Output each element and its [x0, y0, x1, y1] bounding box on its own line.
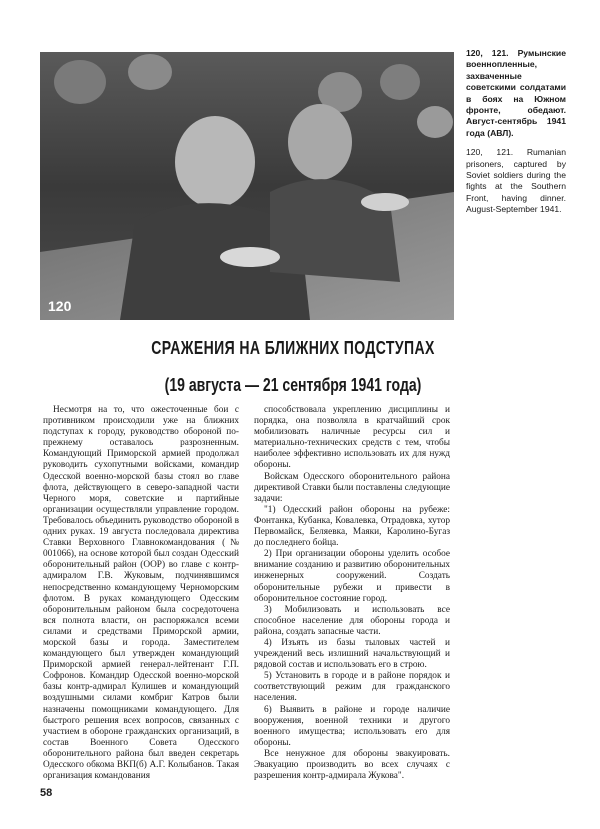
text-column-right	[254, 405, 450, 782]
paragraph: 5) Установить в городе и в районе порядок и соответствующий режим для гражданского населения.	[254, 671, 450, 704]
text-column-left	[43, 405, 239, 782]
paragraph: Войскам Одесского оборонительного района директивой Ставки были поставлены следующие задачи:	[254, 471, 450, 504]
page-number: 58	[40, 787, 53, 799]
prisoners-photo	[40, 52, 454, 320]
paragraph: 2) При организации обороны уделить особое внимание созданию и развитию оборонительных инженерных сооружений. Создать оборонительные рубежи и привести в оборонительное состояние город.	[254, 549, 450, 604]
photo-caption	[466, 48, 566, 216]
chapter-title-main: СРАЖЕНИЯ НА БЛИЖНИХ ПОДСТУПАХ	[151, 338, 435, 358]
chapter-title-dates: (19 августа — 21 сентября 1941 года)	[164, 375, 422, 395]
paragraph: Несмотря на то, что ожесточенные бои с противником происходили уже на ближних подступах к городу, руководство обороной по-прежнему оставалось разрозненным. Командующий Приморской армией продолжал руководить сухопутными войсками, командир Одесской военно-морской базы стоял во главе флота, действующего в северо-западной части Черного моря, советские и партийные организации осуществляли управление городом. Требовалось объединить руководство обороной в одних руках. 19 августа последовала директива Ставки Верховного Главнокомандования (№ 001066), на основе которой был создан Одесский оборонительный район (ООР) во главе с контр-адмиралом Г.В. Жуковым, подчинявшимся непосредственно командующему Черноморским флотом. В руках командующего Одесским оборонительным районом была сосредоточена вся полнота власти, он распоряжался всеми силами и средствами Приморской армии, морской базы и города. Заместителем командующего был утвержден командующий Приморской армией генерал-лейтенант Г.П. Софронов. Командир Одесской военно-морской базы контр-адмирал Кулишев и командующий воздушными силами комбриг Катров были назначены помощниками командующего. Для быстрого решения всех вопросов, связанных с участием в обороне гражданских организаций, в состав Военного Совета Одесского оборонительного района был введен секретарь Одесского обкома ВКП(б) А.Г. Колыбанов. Такая организация командования	[43, 405, 239, 782]
caption-russian: 120, 121. Румынские военнопленные, захваченные советскими солдатами в боях на Южном фронте, обедают. Август-сентябрь 1941 года (АВЛ).	[466, 48, 566, 138]
paragraph: 3) Мобилизовать и использовать все способное население для обороны города и района, создать запасные части.	[254, 604, 450, 637]
photo-illustration	[40, 52, 454, 320]
chapter-title	[96, 338, 491, 396]
caption-english: 120, 121. Rumanian prisoners, captured by Soviet soldiers during the fights at the Southern Front, having dinner. August-September 1941.	[466, 147, 566, 215]
paragraph: "1) Одесский район обороны на рубеже: Фонтанка, Кубанка, Ковалевка, Отрадовка, хутор Первомайск, Беляевка, Маяки, Каролино-Бугаз до последнего бойца.	[254, 504, 450, 549]
photo-number: 120	[48, 298, 72, 314]
paragraph: Все ненужное для обороны эвакуировать. Эвакуацию производить во всех случаях с разрешения контр-адмирала Жукова".	[254, 748, 450, 782]
paragraph: способствовала укреплению дисциплины и порядка, она позволяла в кратчайший срок мобилизовать наличные ресурсы сил и материально-технических средств с тем, чтобы наиболее эффективно использовать их для нужд обороны.	[254, 405, 450, 471]
paragraph: 6) Выявить в районе и городе наличие вооружения, военной техники и другого военного имущества; использовать его для обороны.	[254, 704, 450, 748]
paragraph: 4) Изъять из базы тыловых частей и учреждений весь излишний начальствующий и рядовой состав и использовать его в строю.	[254, 637, 450, 671]
